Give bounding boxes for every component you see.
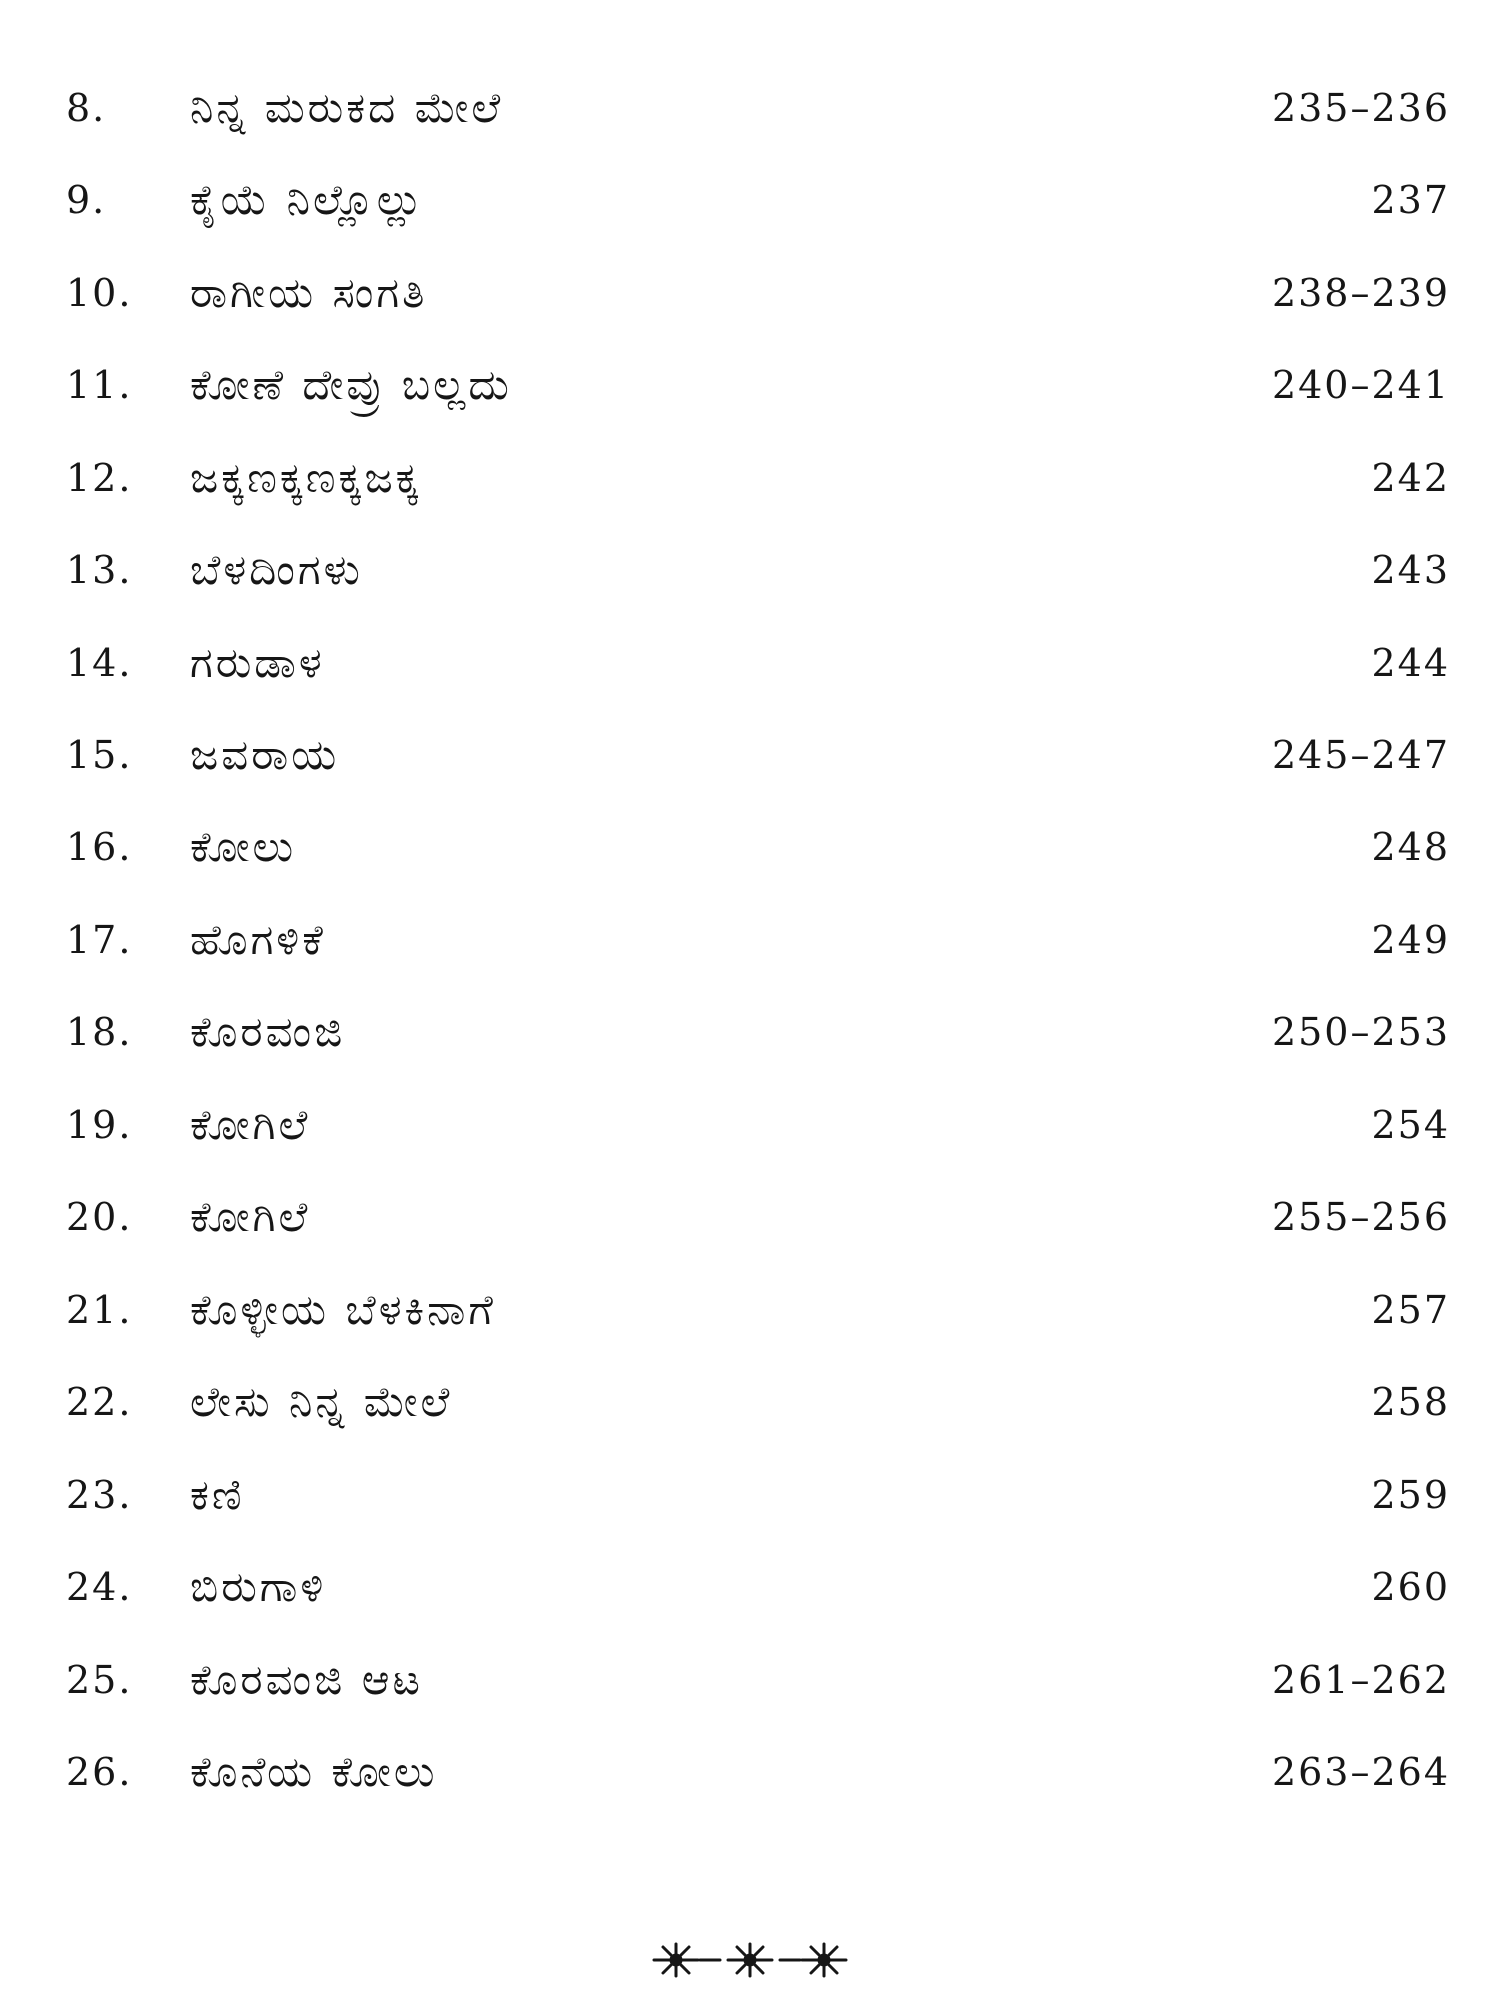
entry-number: 8. bbox=[66, 86, 107, 130]
entry-pages: 258 bbox=[1371, 1380, 1450, 1424]
entry-title: ಕೊಳ್ಳೀಯ ಬೆಳಕಿನಾಗೆ bbox=[190, 1285, 496, 1334]
entry-title: ರಾಗೀಯ ಸಂಗತಿ bbox=[190, 268, 428, 317]
entry-number: 24. bbox=[66, 1565, 133, 1609]
entry-number: 11. bbox=[66, 363, 133, 407]
entry-title: ಕೊನೆಯ ಕೋಲು bbox=[190, 1747, 438, 1796]
entry-pages: 254 bbox=[1371, 1103, 1450, 1147]
entry-pages: 261–262 bbox=[1271, 1658, 1450, 1702]
entry-title: ಕೊರವಂಜಿ bbox=[190, 1007, 346, 1056]
entry-number: 9. bbox=[66, 178, 107, 222]
entry-title: ಲೇಸು ನಿನ್ನ ಮೇಲೆ bbox=[190, 1377, 453, 1426]
entry-pages: 248 bbox=[1371, 825, 1450, 869]
entry-pages: 245–247 bbox=[1271, 733, 1450, 777]
entry-number: 20. bbox=[66, 1195, 133, 1239]
entry-number: 16. bbox=[66, 825, 133, 869]
entry-number: 22. bbox=[66, 1380, 133, 1424]
toc-entry bbox=[0, 443, 1500, 513]
entry-title: ಬೆಳದಿಂಗಳು bbox=[190, 545, 363, 594]
entry-number: 12. bbox=[66, 456, 133, 500]
toc-entry bbox=[0, 1737, 1500, 1807]
entry-number: 26. bbox=[66, 1750, 133, 1794]
entry-pages: 243 bbox=[1371, 548, 1450, 592]
entry-title: ಗರುಡಾಳ bbox=[190, 638, 325, 687]
asterism-ornament-icon bbox=[0, 1938, 1500, 1978]
entry-pages: 260 bbox=[1371, 1565, 1450, 1609]
toc-entry bbox=[0, 1367, 1500, 1437]
entry-pages: 244 bbox=[1371, 641, 1450, 685]
toc-entry bbox=[0, 812, 1500, 882]
entry-pages: 237 bbox=[1371, 178, 1450, 222]
entry-pages: 263–264 bbox=[1271, 1750, 1450, 1794]
entry-number: 15. bbox=[66, 733, 133, 777]
toc-entry bbox=[0, 350, 1500, 420]
entry-number: 17. bbox=[66, 918, 133, 962]
entry-title: ಜವರಾಯ bbox=[190, 730, 340, 779]
entry-pages: 255–256 bbox=[1271, 1195, 1450, 1239]
entry-number: 14. bbox=[66, 641, 133, 685]
toc-entry bbox=[0, 258, 1500, 328]
entry-number: 25. bbox=[66, 1658, 133, 1702]
entry-pages: 242 bbox=[1371, 456, 1450, 500]
entry-title: ಕೋಗಿಲೆ bbox=[190, 1100, 311, 1149]
entry-title: ಬಿರುಗಾಳಿ bbox=[190, 1562, 327, 1611]
entry-title: ಜಕ್ಕಣಕ್ಕಣಕ್ಕಜಕ್ಕ bbox=[190, 453, 422, 502]
toc-entry bbox=[0, 165, 1500, 235]
toc-entry bbox=[0, 997, 1500, 1067]
entry-number: 10. bbox=[66, 271, 133, 315]
toc-entry bbox=[0, 73, 1500, 143]
entry-number: 19. bbox=[66, 1103, 133, 1147]
entry-pages: 249 bbox=[1371, 918, 1450, 962]
entry-title: ಕೊರವಂಜಿ ಆಟ bbox=[190, 1655, 423, 1704]
entry-number: 21. bbox=[66, 1288, 133, 1332]
entry-number: 18. bbox=[66, 1010, 133, 1054]
toc-entry bbox=[0, 905, 1500, 975]
entry-number: 23. bbox=[66, 1473, 133, 1517]
entry-pages: 240–241 bbox=[1271, 363, 1450, 407]
toc-entry bbox=[0, 1182, 1500, 1252]
entry-title: ಕೋಣೆ ದೇವ್ರು ಬಲ್ಲದು bbox=[190, 360, 512, 409]
toc-entry bbox=[0, 628, 1500, 698]
entry-title: ಕೋಲು bbox=[190, 822, 297, 871]
entry-title: ಹೊಗಳಿಕೆ bbox=[190, 915, 326, 964]
toc-entry bbox=[0, 1460, 1500, 1530]
toc-entry bbox=[0, 1645, 1500, 1715]
toc-entry bbox=[0, 1552, 1500, 1622]
toc-entry bbox=[0, 1275, 1500, 1345]
entry-title: ಕೈಯೆ ನಿಲ್ಲೊಲ್ಲು bbox=[190, 175, 426, 224]
toc-entry bbox=[0, 720, 1500, 790]
entry-pages: 235–236 bbox=[1271, 86, 1450, 130]
asterism-ornament-icon bbox=[640, 1938, 860, 1982]
entry-title: ನಿನ್ನ ಮರುಕದ ಮೇಲೆ bbox=[190, 83, 504, 132]
entry-pages: 257 bbox=[1371, 1288, 1450, 1332]
toc-entry bbox=[0, 535, 1500, 605]
entry-pages: 250–253 bbox=[1271, 1010, 1450, 1054]
entry-pages: 259 bbox=[1371, 1473, 1450, 1517]
entry-title: ಕಣಿ bbox=[190, 1470, 245, 1519]
entry-number: 13. bbox=[66, 548, 133, 592]
toc-entry bbox=[0, 1090, 1500, 1160]
entry-title: ಕೋಗಿಲೆ bbox=[190, 1192, 311, 1241]
entry-pages: 238–239 bbox=[1271, 271, 1450, 315]
